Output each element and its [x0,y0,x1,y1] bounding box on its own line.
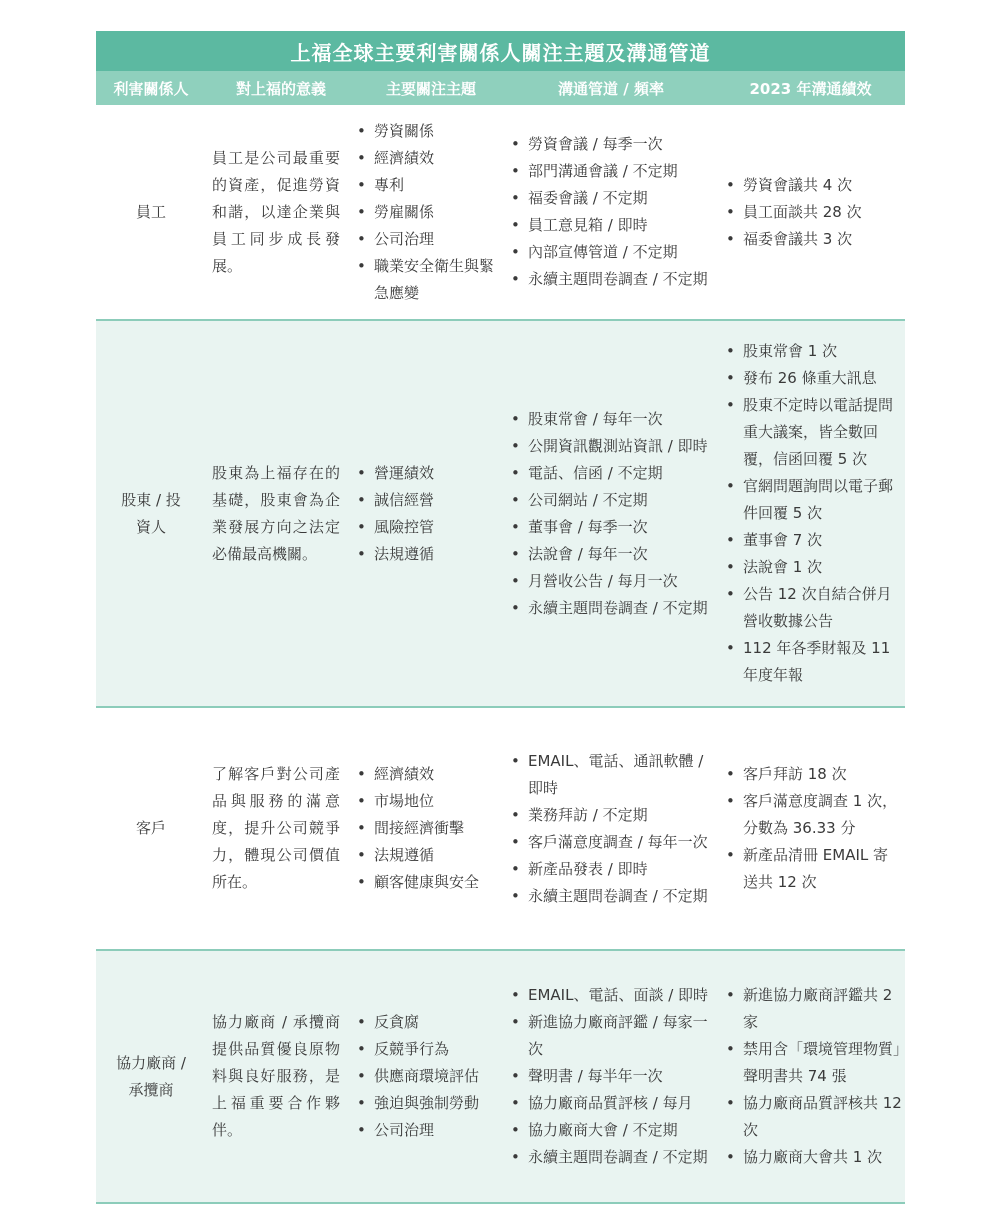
list-item: • 專利 [355,172,497,199]
list-item: • 永續主題問卷調查 / 不定期 [509,1144,714,1171]
list-item: • 官網問題詢問以電子郵件回覆 5 次 [724,473,902,527]
meaning-text: 了解客戶對公司產品與服務的滿意度，提升公司競爭力，體現公司價值所在。 [212,765,340,891]
performance-list [724,172,862,253]
list-item: • 新產品發表 / 即時 [509,856,714,883]
list-item: • 永續主題問卷調查 / 不定期 [509,883,714,910]
list-item: • 協力廠商大會 / 不定期 [509,1117,714,1144]
channels-cell [509,951,714,1202]
list-item: • 誠信經營 [355,487,434,514]
list-item: • 協力廠商大會共 1 次 [724,1144,902,1171]
stakeholder-label: 股東 / 投資人 [121,490,181,536]
list-item: • 法說會 1 次 [724,554,902,581]
channels-cell [509,708,714,949]
list-item: • 公告 12 次自結合併月營收數據公告 [724,581,902,635]
list-item: • 經濟績效 [355,145,497,172]
list-item: • 聲明書 / 每半年一次 [509,1063,714,1090]
performance-list [724,982,902,1171]
list-item: • 股東常會 / 每年一次 [509,406,708,433]
list-item: • 勞雇關係 [355,199,497,226]
table-header [96,71,905,105]
list-item: • 員工面談共 28 次 [724,199,862,226]
list-item: • 永續主題問卷調查 / 不定期 [509,595,708,622]
list-item: • 禁用含「環境管理物質」聲明書共 74 張 [724,1036,902,1090]
list-item: • 公司治理 [355,226,497,253]
performance-cell [724,105,902,319]
stakeholder-label: 協力廠商 / 承攬商 [116,1053,186,1099]
meaning-cell [212,951,340,1202]
topics-cell [355,708,497,949]
stakeholder-cell [96,321,206,706]
stakeholder-cell [96,951,206,1202]
performance-cell [724,951,902,1202]
channels-cell [509,105,714,319]
list-item: • 客戶滿意度調查 / 每年一次 [509,829,714,856]
list-item: • 強迫與強制勞動 [355,1090,479,1117]
list-item: • 反貪腐 [355,1009,479,1036]
header-channels: 溝通管道 / 頻率 [558,79,664,98]
list-item: • 新進協力廠商評鑑共 2 家 [724,982,902,1036]
header-meaning: 對上福的意義 [235,79,326,98]
channels-list [509,406,708,622]
list-item: • 風險控管 [355,514,434,541]
stakeholder-label: 員工 [135,202,166,221]
list-item: • 公開資訊觀測站資訊 / 即時 [509,433,708,460]
list-item: • 內部宣傳管道 / 不定期 [509,239,708,266]
meaning-cell [212,708,340,949]
list-item: • 福委會議共 3 次 [724,226,862,253]
list-item: • 股東常會 1 次 [724,338,902,365]
list-item: • 電話、信函 / 不定期 [509,460,708,487]
list-item: • 董事會 / 每季一次 [509,514,708,541]
topics-cell [355,321,497,706]
list-item: • 職業安全衛生與緊急應變 [355,253,497,307]
table-row-suppliers [96,951,905,1204]
performance-list [724,338,902,689]
topics-cell [355,105,497,319]
list-item: • 月營收公告 / 每月一次 [509,568,708,595]
list-item: • 112 年各季財報及 11 年度年報 [724,635,902,689]
meaning-cell [212,321,340,706]
list-item: • 法規遵循 [355,842,479,869]
list-item: • 協力廠商品質評核 / 每月 [509,1090,714,1117]
list-item: • 新產品清冊 EMAIL 寄送共 12 次 [724,842,902,896]
list-item: • 協力廠商品質評核共 12 次 [724,1090,902,1144]
list-item: • 福委會議 / 不定期 [509,185,708,212]
list-item: • EMAIL、電話、面談 / 即時 [509,982,714,1009]
table-row-shareholders [96,321,905,708]
performance-list [724,761,902,896]
list-item: • 勞資會議共 4 次 [724,172,862,199]
list-item: • 顧客健康與安全 [355,869,479,896]
list-item: • 法說會 / 每年一次 [509,541,708,568]
list-item: • 公司網站 / 不定期 [509,487,708,514]
topics-list [355,761,479,896]
list-item: • 部門溝通會議 / 不定期 [509,158,708,185]
list-item: • 經濟績效 [355,761,479,788]
channels-list [509,982,714,1171]
topics-list [355,1009,479,1144]
stakeholder-label: 客戶 [135,819,166,837]
header-topics: 主要關注主題 [385,79,476,98]
list-item: • 客戶滿意度調查 1 次，分數為 36.33 分 [724,788,902,842]
meaning-text: 員工是公司最重要的資產，促進勞資和諧，以達企業與員工同步成長發展。 [212,148,340,275]
header-performance: 2023 年溝通績效 [749,79,872,98]
list-item: • 法規遵循 [355,541,434,568]
table-row-customers [96,708,905,951]
list-item: • 反競爭行為 [355,1036,479,1063]
topics-list [355,460,434,568]
list-item: • 永續主題問卷調查 / 不定期 [509,266,708,293]
meaning-cell [212,105,340,319]
meaning-text: 股東為上福存在的基礎，股東會為企業發展方向之法定必備最高機關。 [212,463,340,563]
list-item: • 新進協力廠商評鑑 / 每家一次 [509,1009,714,1063]
list-item: • 股東不定時以電話提問重大議案，皆全數回覆，信函回覆 5 次 [724,392,902,473]
stakeholder-cell [96,105,206,319]
list-item: • 市場地位 [355,788,479,815]
list-item: • 勞資關係 [355,118,497,145]
list-item: • 供應商環境評估 [355,1063,479,1090]
list-item: • 員工意見箱 / 即時 [509,212,708,239]
table-title: 上福全球主要利害關係人關注主題及溝通管道 [96,31,905,71]
list-item: • 發布 26 條重大訊息 [724,365,902,392]
list-item: • 營運績效 [355,460,434,487]
channels-list [509,748,714,910]
performance-cell [724,321,902,706]
list-item: • EMAIL、電話、通訊軟體 / 即時 [509,748,714,802]
list-item: • 業務拜訪 / 不定期 [509,802,714,829]
topics-list [355,118,497,307]
topics-cell [355,951,497,1202]
header-stakeholder: 利害關係人 [113,79,189,98]
stakeholder-cell [96,708,206,949]
performance-cell [724,708,902,949]
list-item: • 客戶拜訪 18 次 [724,761,902,788]
channels-list [509,131,708,293]
table-row-employees [96,105,905,321]
list-item: • 公司治理 [355,1117,479,1144]
channels-cell [509,321,714,706]
list-item: • 勞資會議 / 每季一次 [509,131,708,158]
list-item: • 間接經濟衝擊 [355,815,479,842]
list-item: • 董事會 7 次 [724,527,902,554]
meaning-text: 協力廠商 / 承攬商提供品質優良原物料與良好服務，是上福重要合作夥伴。 [212,1013,340,1139]
